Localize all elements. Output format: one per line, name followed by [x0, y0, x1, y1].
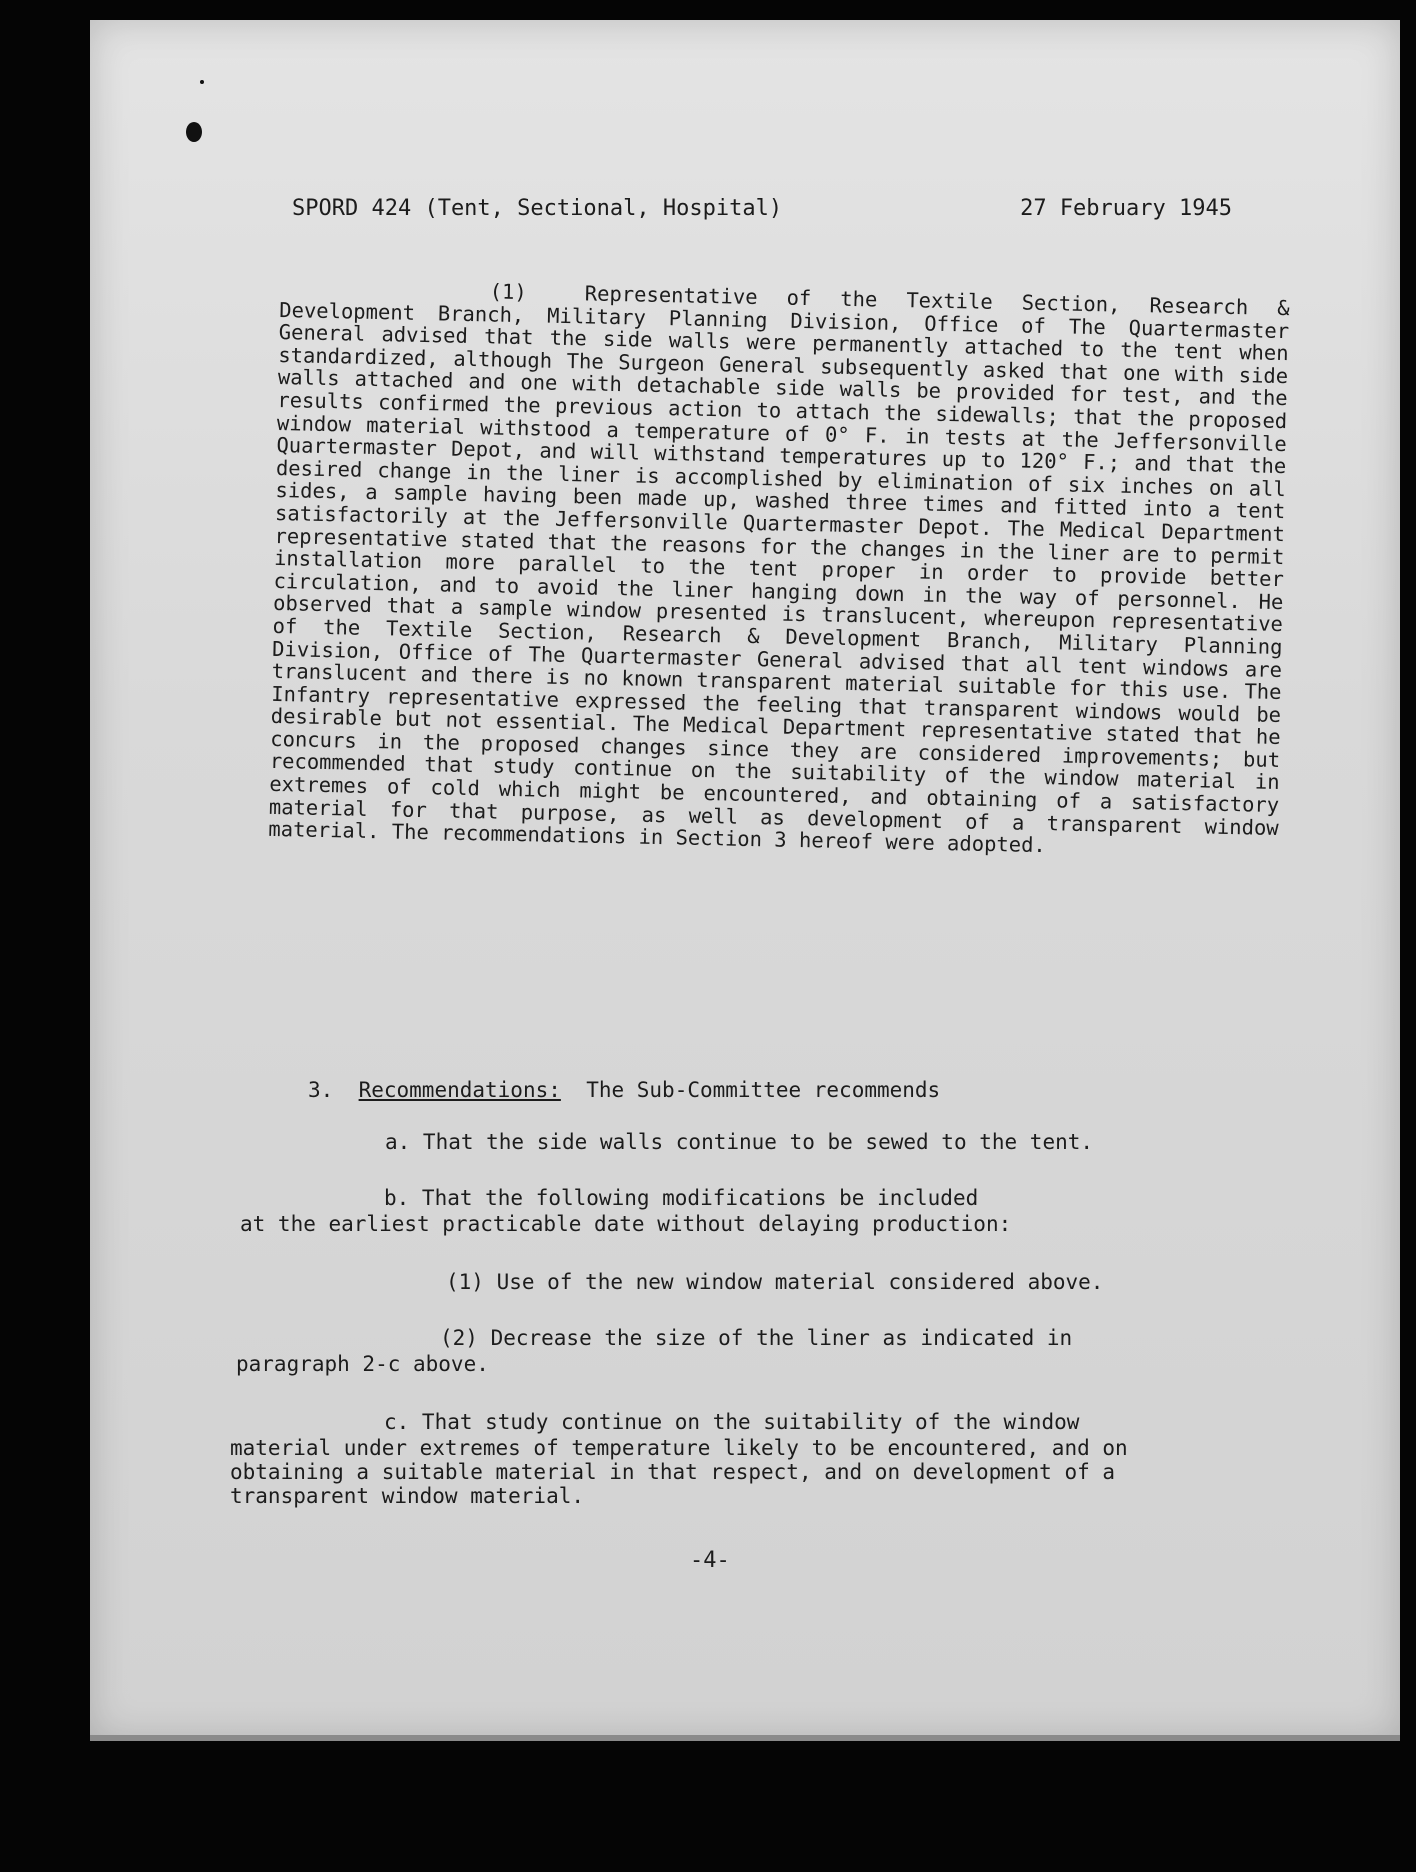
section-3-intro: The Sub-Committee recommends	[586, 1078, 941, 1102]
paragraph-1	[268, 276, 1290, 862]
date-line: 27 February 1945	[1020, 196, 1232, 221]
item-b-1: (1) Use of the new window material considered above.	[446, 1270, 1104, 1294]
item-b-2-line-2: paragraph 2-c above.	[236, 1352, 489, 1376]
paragraph-1-number: (1)	[489, 279, 527, 305]
item-b-line-1: b. That the following modifications be included	[384, 1186, 979, 1210]
item-b-line-2: at the earliest practicable date without delaying production:	[240, 1212, 1012, 1236]
document-header	[292, 196, 1232, 221]
item-c-continuation: material under extremes of temperature likely to be encountered, and on obtaining a suitable material in that respect, and on development of a transparent window material.	[230, 1436, 1128, 1508]
section-3-title: Recommendations:	[358, 1078, 561, 1102]
paragraph-1-text: Representative of the Textile Section, Research & Development Branch, Military Planning Division, Office of The Quartermaster General advised that the side walls were permanently attached to the tent when standardized, although The Surgeon General subsequently asked that one with side walls attached and one with detachable side walls be provided for test, and the results confirmed the previous action to attach the sidewalls; that the proposed window material withstood a temperature of 0° F. in tests at the Jeffersonville Quartermaster Depot, and will withstand temperatures up to 120° F.; and that the desired change in the liner is accomplished by elimination of six inches on all sides, a sample having been made up, washed three times and fitted into a tent satisfactorily at the Jeffersonville Quartermaster Depot. The Medical Department representative stated that the reasons for the changes in the liner are to permit installation more parallel to the tent proper in order to provide better circulation, and to avoid the liner hanging down in the way of personnel. He observed that a sample window presented is translucent, whereupon representative of the Textile Section, Research & Development Branch, Military Planning Division, Office of The Quartermaster General advised that all tent windows are translucent and there is no known transparent material suitable for this use. The Infantry representative expressed the feeling that transparent windows would be desirable but not essential. The Medical Department representative stated that he concurs in the proposed changes since they are considered improvements; but recommended that study continue on the suitability of the window material in extremes of cold which might be encountered, and obtaining of a satisfactory material for that purpose, as well as development of a transparent window material. The recommendations in Section 3 hereof were adopted.	[268, 281, 1290, 858]
reference-line: SPORD 424 (Tent, Sectional, Hospital)	[292, 196, 783, 221]
item-b-2-line-1: (2) Decrease the size of the liner as indicated in	[440, 1326, 1073, 1350]
page-number: -4-	[690, 1548, 730, 1573]
item-c-line-1: c. That study continue on the suitability of the window	[384, 1410, 1080, 1434]
item-a: a. That the side walls continue to be sewed to the tent.	[385, 1130, 1094, 1154]
section-3-heading	[308, 1078, 940, 1102]
section-3-number: 3.	[308, 1078, 334, 1102]
